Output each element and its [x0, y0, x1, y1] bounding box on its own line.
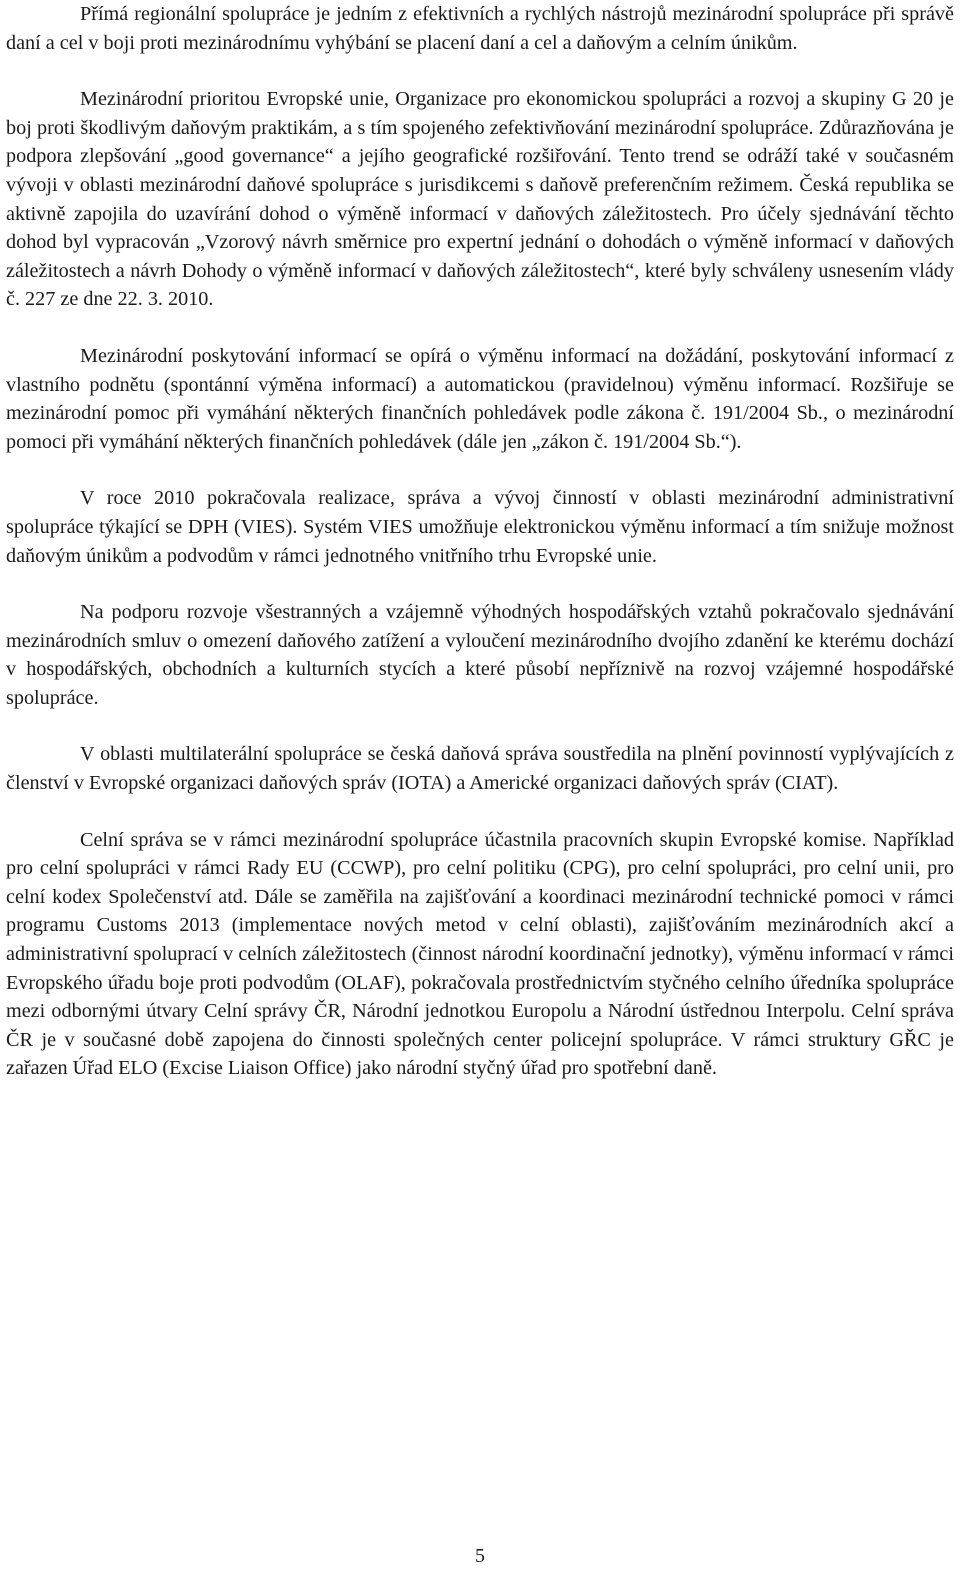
paragraph-tax-treaties: Na podporu rozvoje všestranných a vzájemně výhodných hospodářských vztahů pokračovalo sjednávání mezinárodních smluv o omezení daňového zatížení a vyloučení mezinárodního dvojího zdanění ke kterému dochází v hospodářských, obchodních a kulturních stycích a které působí nepříznivě na rozvoj vzájemné hospodářské spolupráce.: [6, 601, 954, 709]
paragraph-eu-priority: Mezinárodní prioritou Evropské unie, Organizace pro ekonomickou spolupráci a rozvoj a skupiny G 20 je boj proti škodlivým daňovým praktikám, a s tím spojeného zefektivňování mezinárodní spolupráce. Zdůrazňována je podpora zlepšování „good governance“ a jejího geografické rozšiřování. Tento trend se odráží také v současném vývoji v oblasti mezinárodní daňové spolupráce s jurisdikcemi s daňově preferenčním režimem. Česká republika se aktivně zapojila do uzavírání dohod o výměně informací v daňových záležitostech. Pro účely sjednávání těchto dohod byl vypracován „Vzorový návrh směrnice pro expertní jednání o dohodách o výměně informací v daňových záležitostech a návrh Dohody o výměně informací v daňových záležitostech“, které byly schváleny usnesením vlády č. 227 ze dne 22. 3. 2010.: [6, 88, 954, 311]
paragraph-customs: Celní správa se v rámci mezinárodní spolupráce účastnila pracovních skupin Evropské komise. Například pro celní spolupráci v rámci Rady EU (CCWP), pro celní politiku (CPG), pro celní spolupráci, pro celní unii, pro celní kodex Společenství atd. Dále se zaměřila na zajišťování a koordinaci mezinárodní technické pomoci v rámci programu Customs 2013 (implementace nových metod v celní oblasti), zajišťováním mezinárodních akcí a administrativní spoluprací v celních záležitostech (činnost národní koordinační jednotky), výměnu informací v rámci Evropského úřadu boje proti podvodům (OLAF), pokračovala prostřednictvím styčného celního úředníka spolupráce mezi odbornými útvary Celní správy ČR, Národní jednotkou Europolu a Národní ústřednou Interpolu. Celní správa ČR je v současné době zapojena do činnosti společných center policejní spolupráce. V rámci struktury GŘC je zařazen Úřad ELO (Excise Liaison Office) jako národní styčný úřad pro spotřební daně.: [6, 828, 954, 1080]
paragraph-vies: V roce 2010 pokračovala realizace, správa a vývoj činností v oblasti mezinárodní administrativní spolupráce týkající se DPH (VIES). Systém VIES umožňuje elektronickou výměnu informací a tím snižuje možnost daňovým únikům a podvodům v rámci jednotného vnitřního trhu Evropské unie.: [6, 487, 954, 567]
document-body: [6, 0, 954, 1111]
paragraph-multilateral: V oblasti multilaterální spolupráce se česká daňová správa soustředila na plnění povinností vyplývajících z členství v Evropské organizaci daňových správ (IOTA) a Americké organizaci daňových správ (CIAT).: [6, 743, 954, 795]
page-number: 5: [475, 1545, 485, 1567]
paragraph-regional-cooperation: Přímá regionální spolupráce je jedním z efektivních a rychlých nástrojů mezinárodní spolupráce při správě daní a cel v boji proti mezinárodnímu vyhýbání se placení daní a cel a daňovým a celním únikům.: [6, 3, 954, 54]
paragraph-information-exchange: Mezinárodní poskytování informací se opírá o výměnu informací na dožádání, poskytování informací z vlastního podnětu (spontánní výměna informací) a automatickou (pravidelnou) výměnu informací. Rozšiřuje se mezinárodní pomoc při vymáhání některých finančních pohledávek podle zákona č. 191/2004 Sb., o mezinárodní pomoci při vymáhání některých finančních pohledávek (dále jen „zákon č. 191/2004 Sb.“).: [6, 344, 954, 453]
